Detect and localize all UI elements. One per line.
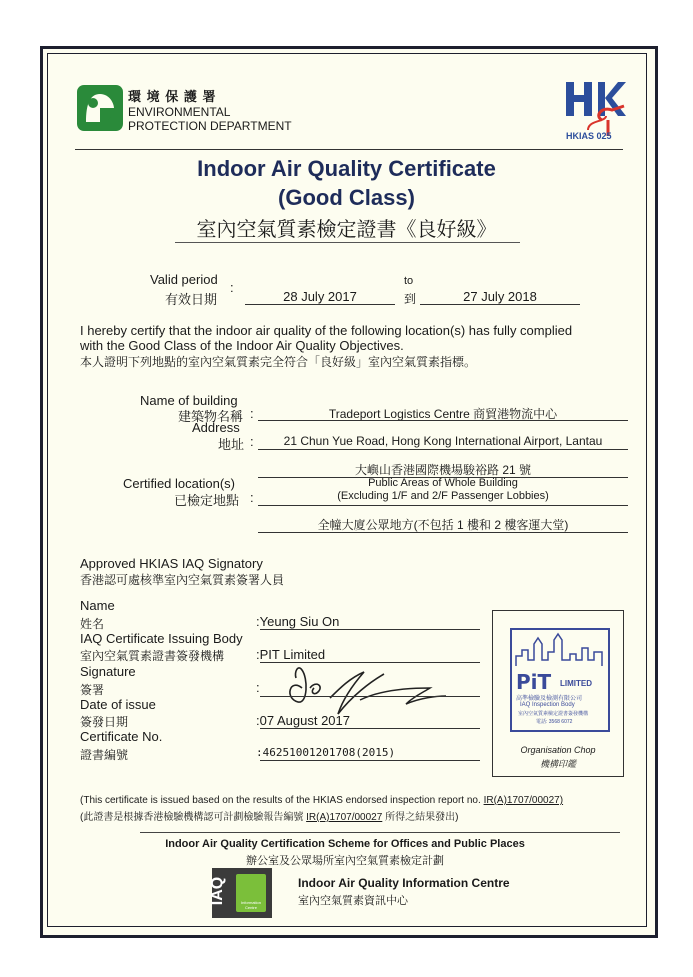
building-label-zh: 建築物名稱 <box>178 409 244 424</box>
stamp-company-en: LIMITED <box>560 679 592 688</box>
signature-rule <box>260 696 480 697</box>
footnote-zh-report: IR(A)1707/00027 <box>306 812 383 823</box>
iaq-logo-text: IAQ <box>209 876 227 906</box>
scheme-zh: 辦公室及公眾場所室內空氣質素檢定計劃 <box>246 855 444 867</box>
name-value: :Yeung Siu On <box>256 614 340 629</box>
footnote-zh <box>80 808 458 823</box>
issuing-body-value: :PIT Limited <box>256 647 326 662</box>
certified-label-en: Certified location(s) <box>123 476 235 491</box>
signature-label-zh: 簽署 <box>80 683 105 697</box>
hkias-label: HKIAS 025 <box>566 131 612 141</box>
cert-no-value: :46251001201708(2015) <box>256 746 396 759</box>
certified-rule-2 <box>258 532 628 533</box>
scheme-en: Indoor Air Quality Certification Scheme for Offices and Public Places <box>165 838 525 850</box>
certified-colon: : <box>250 490 254 505</box>
cert-no-label-zh: 證書編號 <box>80 748 129 762</box>
issuing-body-value-text: PIT Limited <box>259 647 326 662</box>
signatory-heading-en: Approved HKIAS IAQ Signatory <box>80 556 263 571</box>
address-value-2: 大嶼山香港國際機場駿裕路 21 號 <box>354 463 532 477</box>
name-value-text: Yeung Siu On <box>259 614 340 629</box>
certified-rule-1 <box>258 505 628 506</box>
stamp-phone: 電話: 3568 6072 <box>536 719 573 725</box>
address-value-1: 21 Chun Yue Road, Hong Kong International Airport, Lantau <box>283 434 603 448</box>
dept-name-en-2: PROTECTION DEPARTMENT <box>128 119 292 133</box>
footnote-en-prefix: (This certificate is issued based on the results of the HKIAS endorsed inspection report no. <box>80 795 481 806</box>
chop-stamp <box>510 628 610 732</box>
statement-line1: I hereby certify that the indoor air quality of the following location(s) has fully complied <box>80 323 573 338</box>
footnote-zh-suffix: 所得之結果發出) <box>385 812 459 823</box>
building-colon: : <box>250 406 254 421</box>
centre-zh: 室內空氣質素資訊中心 <box>298 895 408 907</box>
title-line2: (Good Class) <box>278 185 415 210</box>
chop-caption-zh: 機構印鑑 <box>539 759 576 769</box>
name-rule <box>260 629 480 630</box>
footnote-en-report: IR(A)1707/00027) <box>483 795 564 806</box>
certified-value-1: Public Areas of Whole Building <box>368 477 518 489</box>
valid-to-rule <box>420 304 580 305</box>
signature-label-en: Signature <box>80 664 136 679</box>
building-rule <box>258 420 628 421</box>
date-value: :07 August 2017 <box>256 713 350 728</box>
statement-zh: 本人證明下列地點的室內空氣質素完全符合「良好級」室內空氣質素指標。 <box>80 355 477 369</box>
epd-logo-icon <box>76 84 124 137</box>
title-underline <box>175 242 520 243</box>
header-rule <box>75 149 623 150</box>
title-zh: 室內空氣質素檢定證書《良好級》 <box>196 219 497 241</box>
stamp-company-en-2: IAQ Inspection Body <box>520 702 575 708</box>
certified-value-2: (Excluding 1/F and 2/F Passenger Lobbies) <box>337 490 549 502</box>
date-label-zh: 簽發日期 <box>80 715 129 729</box>
name-label-en: Name <box>80 598 115 613</box>
skyline-icon <box>512 630 608 670</box>
issuing-body-label-en: IAQ Certificate Issuing Body <box>80 631 243 646</box>
footnote-zh-prefix: (此證書是根據香港檢驗機構認可計劃檢驗報告編號 <box>80 812 304 823</box>
issuing-body-label-zh: 室內空氣質素證書簽發機構 <box>80 649 225 663</box>
footnote-en <box>80 795 563 806</box>
footer-rule <box>140 832 620 833</box>
building-value: Tradeport Logistics Centre 商貿港物流中心 <box>328 407 558 421</box>
building-label-en: Name of building <box>140 393 238 408</box>
dept-name-en-1: ENVIRONMENTAL <box>128 105 231 119</box>
address-label-zh: 地址 <box>218 437 245 452</box>
iaq-logo-small: Information Centre <box>240 900 261 910</box>
valid-from-rule <box>245 304 395 305</box>
valid-period-label-en: Valid period <box>150 272 218 287</box>
valid-period-label-zh: 有效日期 <box>165 292 218 307</box>
valid-period-colon: : <box>230 280 234 295</box>
stamp-pit-logo: PiT <box>516 670 552 694</box>
signature-colon: : <box>256 680 260 695</box>
address-colon: : <box>250 434 254 449</box>
cert-no-label-en: Certificate No. <box>80 729 163 744</box>
address-rule-1 <box>258 449 628 450</box>
name-label-zh: 姓名 <box>80 617 105 631</box>
certified-label-zh: 已檢定地點 <box>174 493 240 508</box>
centre-en: Indoor Air Quality Information Centre <box>298 876 510 890</box>
valid-to-label-zh: 到 <box>404 292 417 306</box>
chop-caption-en: Organisation Chop <box>520 745 596 755</box>
dept-name-zh: 環 境 保 護 署 <box>128 89 217 104</box>
stamp-company-small: 室內空氣質素檢定證書簽發機構 <box>518 711 589 717</box>
date-label-en: Date of issue <box>80 697 156 712</box>
valid-to-label-en: to <box>404 275 414 287</box>
date-rule <box>260 728 480 729</box>
stamp-company-zh: 高準檢驗及檢測有限公司 <box>516 696 583 702</box>
date-value-text: 07 August 2017 <box>259 713 350 728</box>
valid-from-date: 28 July 2017 <box>283 289 357 304</box>
statement-line2: with the Good Class of the Indoor Air Quality Objectives. <box>80 338 404 353</box>
certified-value-zh: 全幢大廈公眾地方(不包括 1 樓和 2 樓客運大堂) <box>317 518 569 532</box>
cert-no-rule <box>260 760 480 761</box>
signatory-heading-zh: 香港認可處核準室內空氣質素簽署人員 <box>80 573 285 587</box>
iaq-logo-icon <box>209 868 272 918</box>
valid-to-date: 27 July 2018 <box>463 289 537 304</box>
cert-no-value-text: 46251001201708(2015) <box>262 746 396 759</box>
title-line1: Indoor Air Quality Certificate <box>197 156 496 181</box>
address-label-en: Address <box>192 420 240 435</box>
